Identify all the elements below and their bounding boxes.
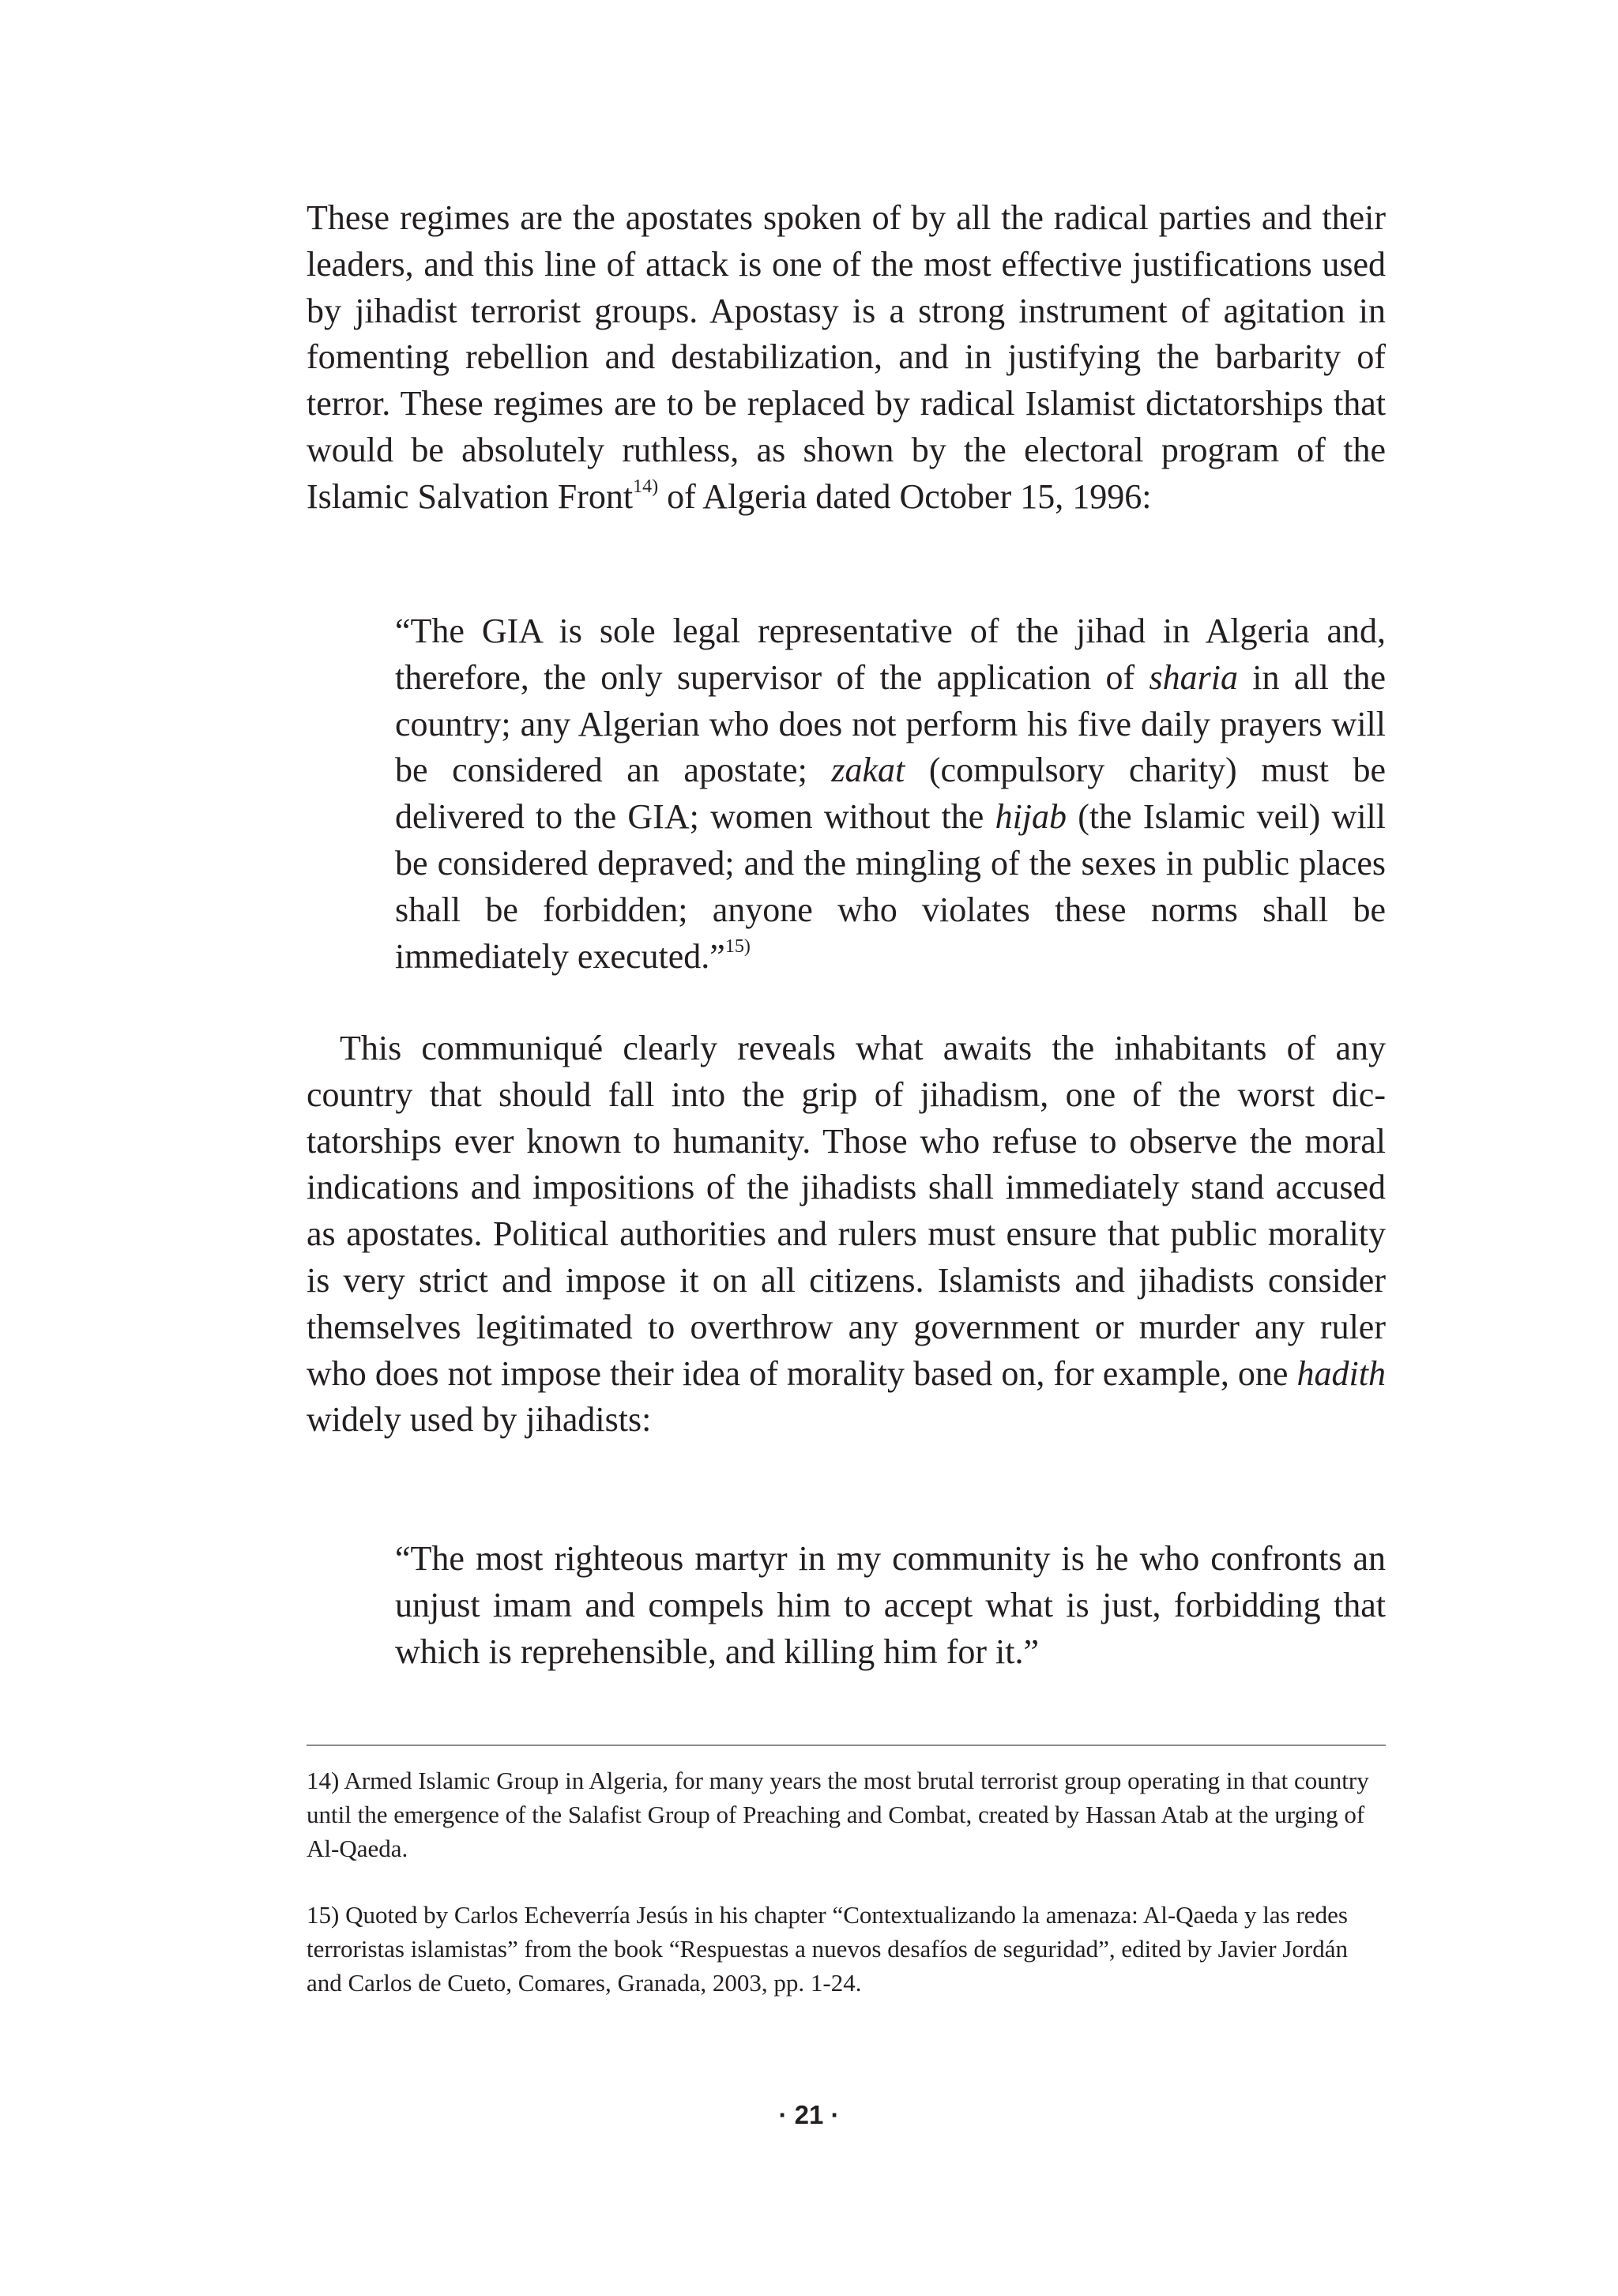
paragraph-1-text: These regimes are the apostates spoken of by all the radical parties and their leaders, and this line of attack is one of the most effective justifications used by jihadist terrorist groups. Apostasy is a strong instrument of agitation in fomenting rebellion and destabilization, and in justifying the barbarity of terror. These regimes are to be replaced by radical Islamist dictatorships that would be absolutely ruthless, as shown by the electoral program of the Islamic Salvation Front: [307, 198, 1386, 516]
block-quote-2: [395, 1536, 1386, 1675]
page-number: · 21 ·: [778, 2100, 840, 2129]
footnote-ref-14[interactable]: 14): [633, 476, 659, 498]
quote-1-text-4: (the Islamic veil) will be considered depraved; and the mingling of the sexes in public places shall be forbidden; anyone who violates these norms shall be immediately executed.”: [395, 797, 1386, 976]
quote-1-text: “The GIA is sole legal representative of the jihad in Algeria and, therefore, the only supervisor of the application of: [395, 612, 1386, 697]
footnote-14: 14) Armed Islamic Group in Algeria, for many years the most brutal terrorist group operating in that country until the emergence of the Salafist Group of Preaching and Combat, created by Hassan Atab at the urging of Al-Qaeda.: [307, 1767, 1369, 1862]
footnote-15: 15) Quoted by Carlos Echeverría Jesús in his chapter “Contextualizando la amenaza: Al-Qaeda y las redes terroristas islamistas” from the book “Respuestas a nuevos desafíos de seguridad”, edited by Javier Jordán and Carlos de Cueto, Comares, Granada, 2003, pp. 1-24.: [307, 1901, 1348, 1997]
paragraph-2-text-end: widely used by jihadists:: [307, 1400, 652, 1440]
quote-1-text-2: in all the country; any Algerian who does not perform his five daily prayers will be considered an apostate;: [395, 657, 1386, 790]
block-quote-1: [395, 608, 1386, 980]
footnote-ref-15[interactable]: 15): [724, 935, 751, 957]
term-hadith: hadith: [1296, 1353, 1386, 1393]
paragraph-1-text-end: of Algeria dated October 15, 1996:: [658, 476, 1152, 516]
paragraph-2-text: This communiqué clearly reveals what awaits the inhabitants of any country that should fall into the grip of jihadism, one of the worst dictatorships ever known to humanity. Those who refuse to observe the moral indications and impositions of the jihadists shall immediately stand accused as apostates. Political authorities and rulers must ensure that public morality is very strict and impose it on all citizens. Islamists and jihadists consider themselves legitimated to overthrow any government or murder any ruler who does not impose their idea of morality based on, for example, one: [307, 1029, 1386, 1393]
quote-2-text: “The most righteous martyr in my community is he who confronts an unjust imam and compels him to accept what is just, forbidding that which is reprehensible, and killing him for it.”: [395, 1539, 1386, 1671]
term-sharia: sharia: [1149, 657, 1238, 697]
body-paragraph-1: [307, 195, 1386, 521]
term-hijab: hijab: [995, 797, 1067, 837]
term-zakat: zakat: [831, 751, 905, 790]
footnote-divider: [307, 1745, 1386, 1746]
body-paragraph-2: [307, 1026, 1386, 1443]
quote-1-text-3: (compulsory charity) must be delivered to the GIA; women without the: [395, 751, 1386, 837]
